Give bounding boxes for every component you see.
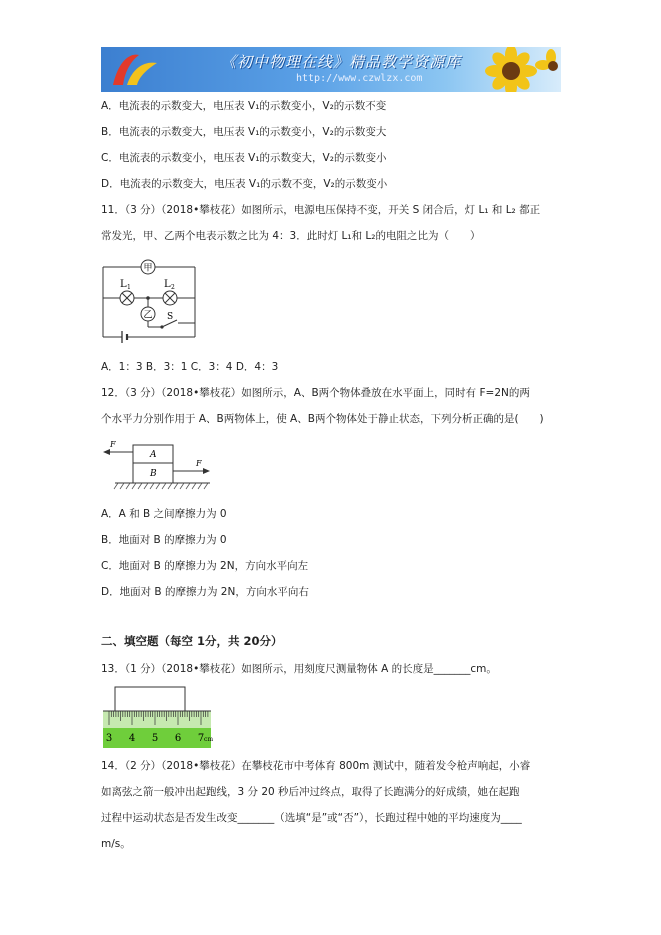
q12-option-c: C．地面对 B 的摩擦力为 2N，方向水平向左 (101, 560, 309, 572)
lamp1-subscript: 1 (127, 284, 131, 291)
q12-option-b: B．地面对 B 的摩擦力为 0 (101, 534, 227, 546)
q13-ruler-diagram (100, 686, 215, 750)
q14-stem-line4: m/s。 (101, 838, 131, 850)
q13-stem: 13．（1 分）（2018•攀枝花）如图所示，用刻度尺测量物体 A 的长度是_______cm。 (101, 663, 497, 675)
q10-option-b: B．电流表的示数变大，电压表 V₁的示数变小，V₂的示数变大 (101, 126, 387, 138)
lamp2-subscript: 2 (171, 284, 175, 291)
ruler-label-7: 7 (197, 733, 205, 744)
q10-option-d: D．电流表的示数变大，电压表 V₁的示数不变，V₂的示数变小 (101, 178, 388, 190)
q11-stem-line2: 常发光，甲、乙两个电表示数之比为 4：3．此时灯 L₁和 L₂的电阻之比为（ ） (101, 230, 481, 242)
q11-options: A．1：3 B．3：1 C．3：4 D．4：3 (101, 361, 279, 373)
q14-stem-line3: 过程中运动状态是否发生改变_______（选填“是”或“否”），长跑过程中她的平均速度为____ (101, 812, 522, 824)
force-label-right: F (196, 459, 202, 468)
q12-option-d: D．地面对 B 的摩擦力为 2N，方向水平向右 (101, 586, 309, 598)
ruler-label-5: 5 (151, 733, 159, 744)
q12-force-diagram (100, 437, 215, 495)
q14-stem-line2: 如离弦之箭一般冲出起跑线，3 分 20 秒后冲过终点，取得了长跑满分的好成绩，她在起跑 (101, 786, 520, 798)
banner-url: http://www.czwlzx.com (296, 73, 423, 84)
lamp1-label: L (120, 279, 127, 290)
header-banner (101, 47, 561, 92)
ruler-label-3: 3 (105, 733, 113, 744)
banner-title: 《初中物理在线》精品教学资源库 (221, 53, 462, 71)
lamp2-label: L (164, 279, 171, 290)
ruler-unit-label: cm (204, 736, 214, 743)
q12-stem-line2: 个水平力分别作用于 A、B两物体上，使 A、B两个物体处于静止状态，下列分析正确的是( ) (101, 413, 544, 425)
q11-stem-line1: 11．（3 分）（2018•攀枝花）如图所示，电源电压保持不变，开关 S 闭合后，灯 L₁ 和 L₂ 都正 (101, 204, 541, 216)
q10-option-c: C．电流表的示数变小，电压表 V₁的示数变大，V₂的示数变小 (101, 152, 387, 164)
block-a-label: A (150, 450, 157, 460)
meter-jia-label: 甲 (143, 263, 153, 274)
object-a-block (115, 687, 185, 711)
block-b-label: B (150, 469, 157, 479)
ruler-label-4: 4 (128, 733, 136, 744)
ground-hatching (114, 483, 208, 489)
q10-option-a: A．电流表的示数变大，电压表 V₁的示数变小，V₂的示数不变 (101, 100, 387, 112)
switch-label: S (167, 312, 174, 322)
q11-circuit-diagram (100, 255, 200, 345)
sunflower-icon (481, 47, 561, 92)
force-label-left: F (110, 440, 116, 449)
q12-stem-line1: 12．（3 分）（2018•攀枝花）如图所示，A、B两个物体叠放在水平面上，同时有 F=2N的两 (101, 387, 530, 399)
logo-icon (105, 49, 165, 89)
ruler-label-6: 6 (174, 733, 182, 744)
q14-stem-line1: 14．（2 分）（2018•攀枝花）在攀枝花市中考体育 800m 测试中，随着发令枪声响起，小睿 (101, 760, 531, 772)
q12-option-a: A．A 和 B 之间摩擦力为 0 (101, 508, 227, 520)
meter-yi-label: 乙 (143, 310, 153, 321)
section-heading: 二、填空题（每空 1分，共 20分） (101, 634, 283, 648)
